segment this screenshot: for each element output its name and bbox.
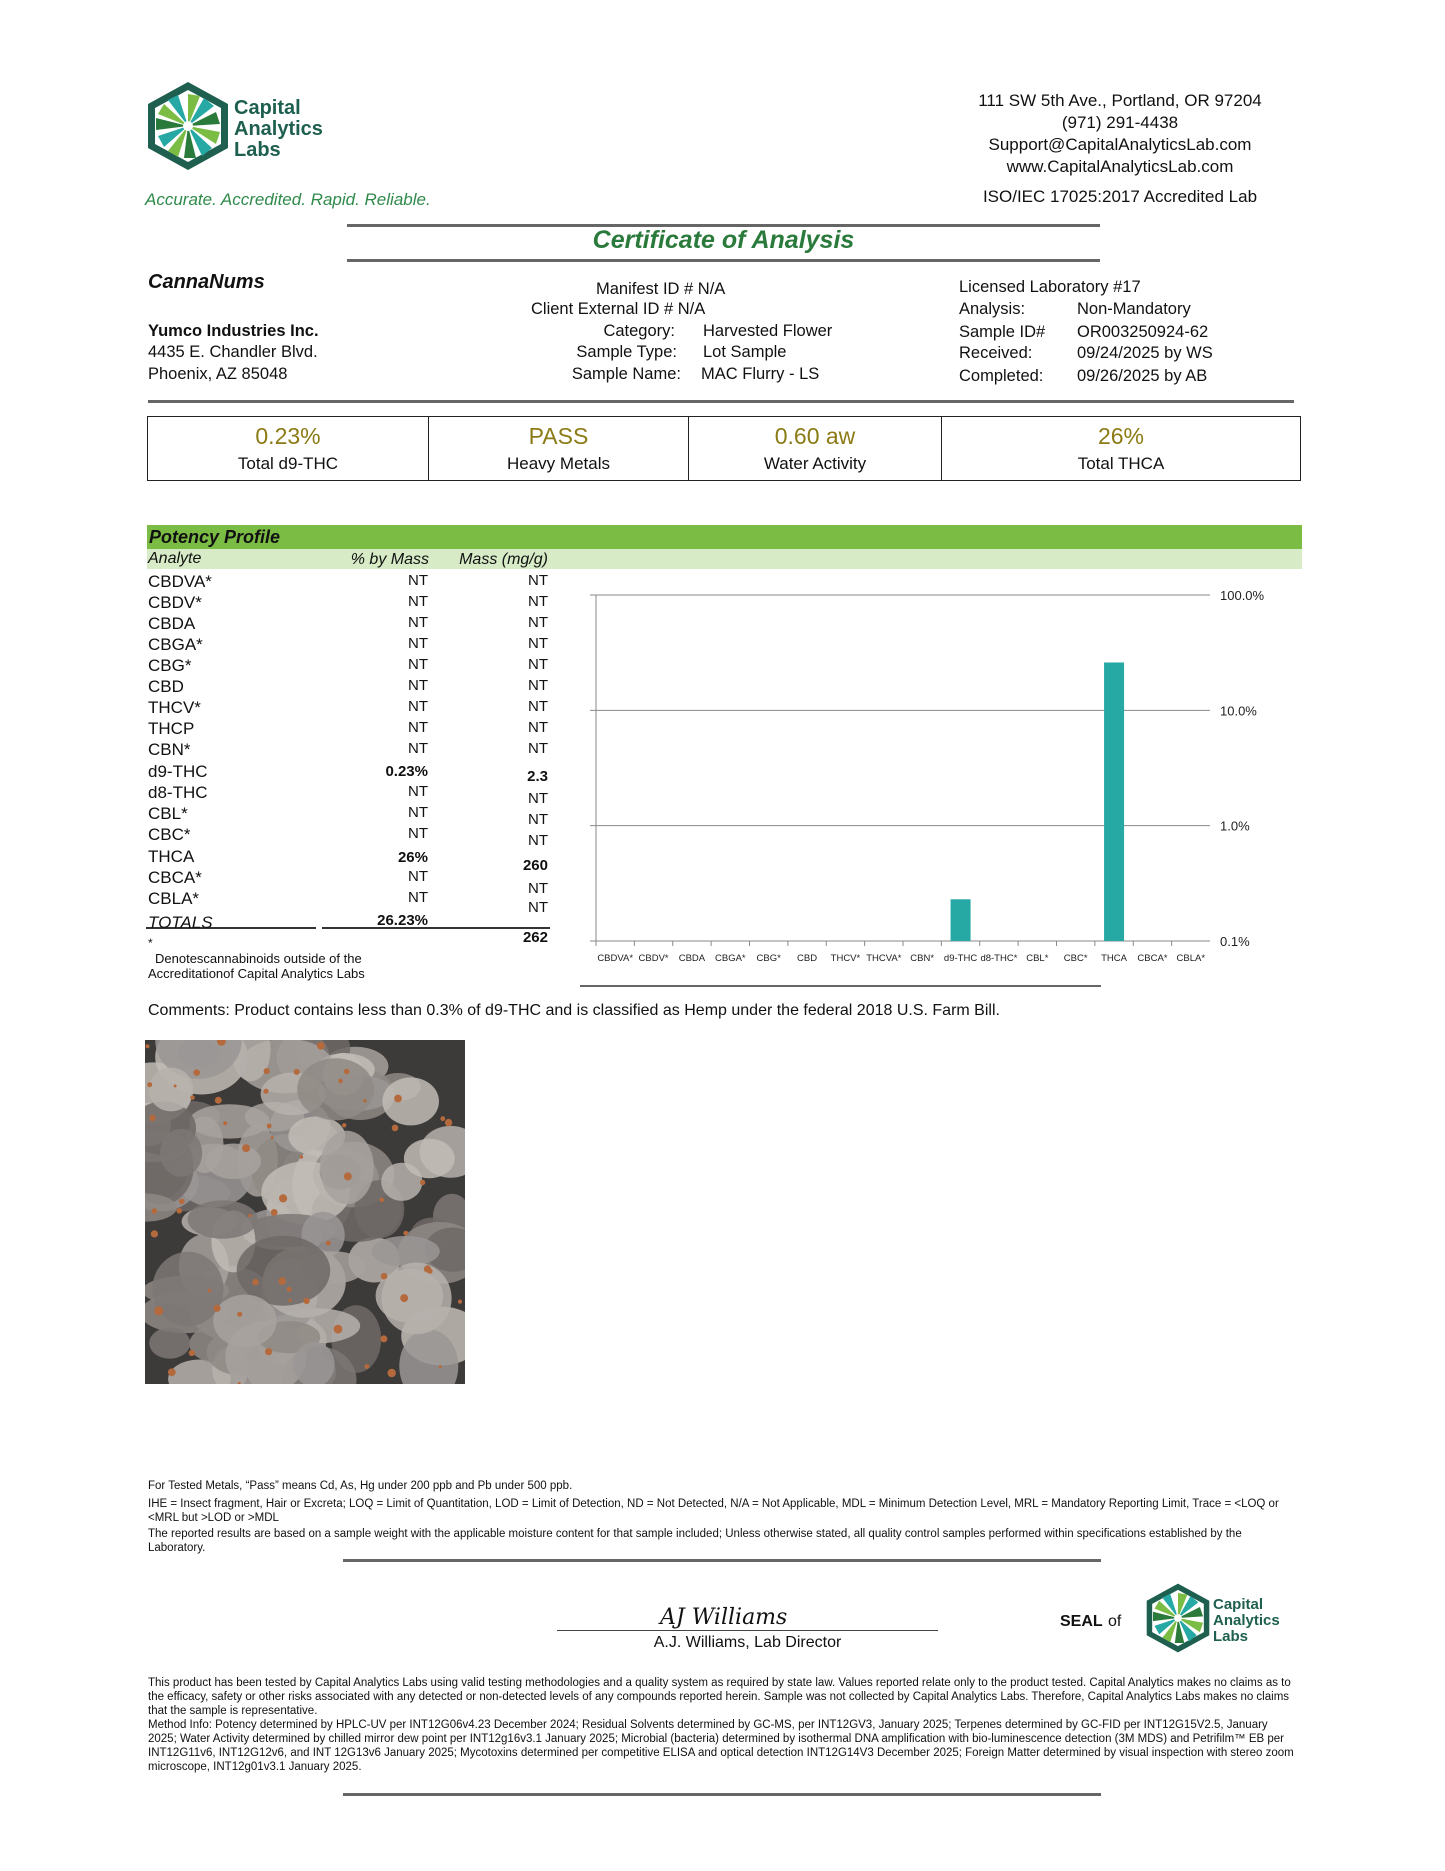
x-tick-label: CBDV* <box>638 953 669 964</box>
potency-column-header <box>147 549 1302 569</box>
sample-id-label: Sample ID# <box>959 323 1046 341</box>
asterisk-note-line1: Denotescannabinoids outside of the <box>155 951 362 966</box>
lab-website: www.CapitalAnalyticsLab.com <box>1006 157 1234 176</box>
signature-name: A.J. Williams, Lab Director <box>653 1634 842 1651</box>
sample-name-value: MAC Flurry - LS <box>701 365 820 383</box>
summary-metals <box>429 417 689 480</box>
potency-header-bar <box>147 525 1302 549</box>
signature-script: AJ Williams <box>660 1605 788 1630</box>
analyte-name: CBDVA* <box>148 572 212 591</box>
seal-name-line2: Analytics <box>1213 1612 1280 1629</box>
summary-thca-value: 26% <box>1097 423 1145 449</box>
x-tick-label: d9-THC <box>943 953 978 964</box>
lab-address: 111 SW 5th Ave., Portland, OR 97204 <box>978 91 1262 110</box>
seal-logo-icon <box>1142 1582 1214 1654</box>
seal-label: SEAL <box>1060 1613 1103 1630</box>
y-tick-label: 1.0% <box>1220 818 1250 834</box>
analyte-mg: NT <box>528 614 548 631</box>
totals-pct: 26.23% <box>377 912 428 929</box>
lab-name-line2: Analytics <box>234 118 323 140</box>
client-street: 4435 E. Chandler Blvd. <box>148 343 318 361</box>
bar-thca <box>1104 662 1124 941</box>
x-tick-label: CBGA* <box>715 953 746 964</box>
x-tick-label: THCV* <box>830 953 861 964</box>
analyte-mg: NT <box>528 656 548 673</box>
analyte-pct: NT <box>408 614 428 631</box>
client-company: Yumco Industries Inc. <box>148 322 319 340</box>
analyte-pct: NT <box>408 677 428 694</box>
y-tick-label: 0.1% <box>1220 934 1250 949</box>
analyte-mg: NT <box>528 677 548 694</box>
y-tick-label: 100.0% <box>1220 588 1265 603</box>
summary-metals-label: Heavy Metals <box>507 454 610 473</box>
summary-thca-label: Total THCA <box>1077 454 1165 473</box>
lab-email: Support@CapitalAnalyticsLab.com <box>988 135 1252 154</box>
analyte-mg: NT <box>528 719 548 736</box>
lab-contact <box>900 90 1340 178</box>
client-external-id: Client External ID # N/A <box>531 300 706 318</box>
x-tick-label: CBG* <box>756 953 781 964</box>
analyte-name: CBDV* <box>148 593 202 612</box>
col-pct: % by Mass <box>350 551 429 568</box>
completed-value: 09/26/2025 by AB <box>1077 367 1208 385</box>
lab-name-line1: Capital <box>234 97 301 119</box>
analyte-name: CBD <box>148 677 184 696</box>
asterisk-note-line2: Accreditationof Capital Analytics Labs <box>148 966 365 981</box>
asterisk-note <box>148 951 365 981</box>
potency-chart <box>580 580 1300 980</box>
x-tick-label: CBDVA* <box>597 953 634 964</box>
client-brand: CannaNums <box>148 271 265 293</box>
x-tick-label: CBC* <box>1063 953 1088 964</box>
lab-logo-text <box>234 98 323 161</box>
x-tick-label: CBN* <box>910 953 935 964</box>
analyte-pct: 0.23% <box>385 763 428 780</box>
tagline: Accurate. Accredited. Rapid. Reliable. <box>145 190 431 209</box>
bottom-rule <box>343 1793 1101 1796</box>
analyte-name: THCV* <box>148 698 201 717</box>
y-tick-label: 10.0% <box>1220 703 1257 719</box>
analyte-mg: 260 <box>522 857 548 874</box>
title-rule-bottom <box>347 259 1100 262</box>
manifest-id: Manifest ID # N/A <box>596 280 726 298</box>
col-mg: Mass (mg/g) <box>459 551 548 568</box>
analysis-label: Analysis: <box>959 300 1026 318</box>
analyte-name: CBGA* <box>148 635 203 654</box>
comments: Comments: Product contains less than 0.3% of d9-THC and is classified as Hemp under the federal 2018 U.S. Farm Bill. <box>148 1002 1000 1019</box>
analyte-pct: NT <box>408 572 428 589</box>
analyte-pct: NT <box>408 635 428 652</box>
seal-name-line3: Labs <box>1213 1628 1249 1645</box>
seal-logo-text <box>1213 1597 1280 1645</box>
analyte-pct: NT <box>408 889 428 906</box>
analyte-pct: NT <box>408 783 428 800</box>
sample-type-label: Sample Type: <box>576 343 677 361</box>
analysis-value: Non-Mandatory <box>1077 300 1191 318</box>
client-city: Phoenix, AZ 85048 <box>148 365 288 383</box>
analyte-mg: NT <box>528 880 548 897</box>
lab-phone: (971) 291-4438 <box>1061 113 1179 132</box>
totals-label: TOTALS <box>148 913 213 932</box>
summary-water <box>689 417 942 480</box>
analyte-name: CBN* <box>148 740 191 759</box>
sample-id-value: OR003250924-62 <box>1077 323 1209 341</box>
analyte-name: d8-THC <box>148 783 208 802</box>
lab-logo-icon <box>142 80 234 172</box>
analyte-name: CBC* <box>148 825 191 844</box>
analyte-name: d9-THC <box>148 762 208 781</box>
analyte-name: CBG* <box>148 656 192 675</box>
analyte-mg: NT <box>528 832 548 849</box>
analyte-pct: NT <box>408 698 428 715</box>
totals-mg: 262 <box>522 929 548 946</box>
analyte-mg: NT <box>528 572 548 589</box>
accreditation: ISO/IEC 17025:2017 Accredited Lab <box>982 187 1258 206</box>
category-label: Category: <box>603 322 675 340</box>
x-tick-label: CBCA* <box>1137 953 1168 964</box>
analyte-name: THCP <box>148 719 195 738</box>
analyte-pct: NT <box>408 593 428 610</box>
metals-note: For Tested Metals, “Pass” means Cd, As, Hg under 200 ppb and Pb under 500 ppb. <box>148 1480 573 1492</box>
summary-thc <box>148 417 429 480</box>
analyte-mg: NT <box>528 698 548 715</box>
product-photo <box>145 1040 465 1384</box>
summary-thc-label: Total d9-THC <box>237 454 339 473</box>
footnote-rule <box>343 1559 1101 1562</box>
summary-metals-value: PASS <box>528 423 589 449</box>
analyte-mg: NT <box>528 593 548 610</box>
analyte-pct: NT <box>408 719 428 736</box>
analyte-mg: NT <box>528 635 548 652</box>
summary-water-label: Water Activity <box>763 454 867 473</box>
analyte-pct: NT <box>408 868 428 885</box>
asterisk: * <box>148 936 153 950</box>
results-note: The reported results are based on a sample weight with the applicable moisture content for that sample included; Unless otherwise stated, all quality control samples performed within specifications established by the Laboratory. <box>148 1528 1242 1554</box>
analyte-name: CBDA <box>148 614 196 633</box>
seal-name-line1: Capital <box>1213 1596 1264 1613</box>
x-tick-label: THCA <box>1101 953 1127 964</box>
received-value: 09/24/2025 by WS <box>1077 344 1213 362</box>
analyte-name: THCA <box>148 847 195 866</box>
x-tick-label: CBD <box>797 953 818 964</box>
sample-name-label: Sample Name: <box>571 365 681 383</box>
x-tick-label: CBLA* <box>1176 953 1206 964</box>
disclaimer-p1: This product has been tested by Capital Analytics Labs using valid testing methodologies and a quality system as required by state law. Values reported relate only to the product tested. Capital Analytics makes no claims as to the efficacy, safety or other risks associated with any detected or non-detected levels of any compounds reported herein. Sample was not collected by Capital Analytics Labs. Therefore, Capital Analytics Labs makes no claims that the sample is representative. <box>148 1677 1291 1717</box>
disclaimer-p2: Method Info: Potency determined by HPLC-UV per INT12G06v4.23 December 2024; Residual Solvents determined by GC-MS, per INT12GV3, January 2025; Terpenes determined by GC-FID per INT12G15V2.5, January 2025; Water Activity determined by chilled mirror dew point per INT12g16v3.1 January 2025; Microbial (bacteria) determined by isothermal DNA amplification with bio-luminescence detection (3M MDS) and Petrifilm™ EB per INT12G11v6, INT12G12v6, and INT 12G13v6 January 2025; Mycotoxins determined per competitive ELISA and optical detection INT12G14V3 December 2025; Foreign Matter determined by visual inspection with stereo zoom microscope, INT12g01v3.1 January 2025. <box>148 1719 1294 1773</box>
page-title: Certificate of Analysis <box>592 226 855 254</box>
summary-box <box>147 416 1301 481</box>
analyte-mg: NT <box>528 899 548 916</box>
licensed-laboratory: Licensed Laboratory #17 <box>959 278 1141 296</box>
col-analyte: Analyte <box>148 550 202 567</box>
analyte-pct: NT <box>408 825 428 842</box>
x-tick-label: CBL* <box>1026 953 1049 964</box>
potency-title: Potency Profile <box>149 527 281 547</box>
summary-thca <box>942 417 1300 480</box>
analyte-name: CBLA* <box>148 889 200 908</box>
category-value: Harvested Flower <box>703 322 833 340</box>
analyte-mg: NT <box>528 790 548 807</box>
analyte-mg: NT <box>528 740 548 757</box>
seal-of: of <box>1108 1613 1122 1630</box>
analyte-pct: 26% <box>397 849 428 866</box>
sample-type-value: Lot Sample <box>703 343 787 361</box>
abbreviations-note: IHE = Insect fragment, Hair or Excreta; LOQ = Limit of Quantitation, LOD = Limit of Detection, ND = Not Detected, N/A = Not Applicable, MDL = Minimum Detection Level, MRL = Mandatory Reporting Limit, Trace = <LOQ or <MRL but >LOD or >MDL <box>148 1498 1279 1524</box>
analyte-pct: NT <box>408 656 428 673</box>
summary-thc-value: 0.23% <box>255 423 321 449</box>
completed-label: Completed: <box>959 367 1044 385</box>
bar-d9thc <box>951 899 971 941</box>
info-rule <box>148 400 1294 403</box>
x-tick-label: d8-THC* <box>980 953 1018 964</box>
analyte-name: CBCA* <box>148 868 202 887</box>
x-tick-label: THCVA* <box>866 953 902 964</box>
signature-line <box>557 1630 938 1631</box>
analyte-name: CBL* <box>148 804 188 823</box>
x-tick-label: CBDA <box>678 953 706 964</box>
analyte-mg: 2.3 <box>527 768 548 785</box>
analyte-mg: NT <box>528 811 548 828</box>
received-label: Received: <box>959 344 1033 362</box>
chart-rule <box>580 985 1101 987</box>
summary-water-value: 0.60 aw <box>774 423 856 449</box>
analyte-pct: NT <box>408 740 428 757</box>
analyte-pct: NT <box>408 804 428 821</box>
lab-name-line3: Labs <box>234 139 281 161</box>
